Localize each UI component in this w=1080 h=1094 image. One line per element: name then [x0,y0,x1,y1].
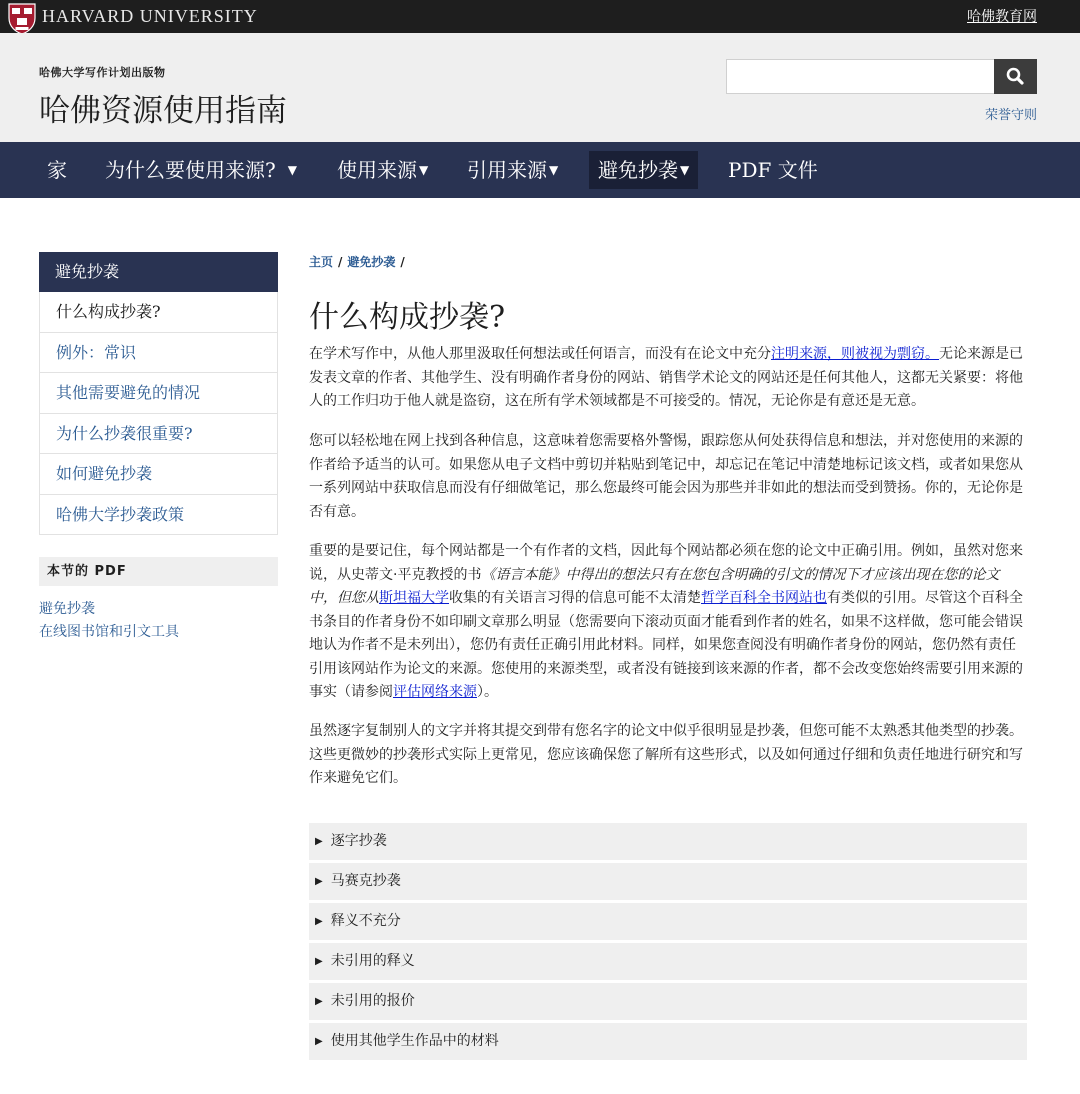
nav-item-avoid-plagiarism[interactable] [589,151,698,189]
accordion-uncited-quotation[interactable] [309,983,1027,1020]
sidebar-item-harvard-policy[interactable]: 哈佛大学抄袭政策 [39,495,278,536]
paragraph-text: 重要的是要记住，每个网站都是一个有作者的文档，因此每个网站都必须在您的论文中正确引用。例如，虽然对您来说，从史蒂文·平克教授的书 [309,543,1023,583]
nav-item-pdf-files[interactable] [719,151,827,189]
paragraph-text: 在学术写作中，从他人那里汲取任何想法或任何语言，而没有在论文中充分 [309,346,771,362]
nav-item-why-use-sources[interactable] [96,151,306,189]
expand-triangle-icon: ▶ [315,996,323,1007]
breadcrumb [309,253,410,270]
main-nav [0,142,1080,198]
honor-code-link[interactable]: 荣誉守则 [984,108,1037,123]
expand-triangle-icon: ▶ [315,916,323,927]
search-icon [994,59,1037,94]
section-sidebar [39,252,278,535]
breadcrumb-separator: / [400,255,405,269]
accordion-mosaic-plagiarism[interactable] [309,863,1027,900]
nav-item-home[interactable] [38,151,76,189]
section-pdf-links [39,598,179,644]
accordion-label: 未引用的报价 [330,993,415,1009]
sidebar-heading[interactable]: 避免抄袭 [39,252,278,292]
sidebar-item-what-constitutes-plagiarism[interactable]: 什么构成抄袭? [39,292,278,333]
nav-item-label: 使用来源 [337,158,417,182]
sidebar-item-how-to-avoid[interactable]: 如何避免抄袭 [39,454,278,495]
accordion-verbatim-plagiarism[interactable] [309,823,1027,860]
harvard-shield-icon[interactable] [8,2,36,35]
nav-item-label: 避免抄袭 [598,158,678,182]
accordion-label: 使用其他学生作品中的材料 [330,1033,499,1049]
expand-triangle-icon: ▶ [315,956,323,967]
search-input[interactable] [726,59,996,94]
accordion-uncited-paraphrase[interactable] [309,943,1027,980]
page-title: 什么构成抄袭? [309,300,506,335]
sidebar-item-other-situations[interactable]: 其他需要避免的情况 [39,373,278,414]
section-pdf-heading: 本节的 PDF [39,557,278,586]
nav-item-label: 家 [47,158,67,182]
site-title[interactable]: 哈佛资源使用指南 [39,93,287,129]
cite-sources-link[interactable]: 注明来源，则被视为剽窃。 [771,346,939,362]
accordion-label: 未引用的释义 [330,953,415,969]
pdf-link-library-citation-tools[interactable]: 在线图书馆和引文工具 [39,624,179,640]
nav-item-label: 为什么要使用来源? [105,158,276,182]
search-box [726,59,1037,94]
expand-triangle-icon: ▶ [315,876,323,887]
paragraph-text: ）。 [477,684,498,700]
sidebar-item-why-it-matters[interactable]: 为什么抄袭很重要? [39,414,278,455]
paragraph-2: 您可以轻松地在网上找到各种信息，这意味着您需要格外警惕，跟踪您从何处获得信息和想法，并对您使用的来源的作者给予适当的认可。如果您从电子文档中剪切并粘贴到笔记中，却忘记在笔记中清楚地标记该文档，或者如果您从一系列网站中获取信息而没有仔细做笔记，那么您最终可能会因为那些并非如此的想法而受到赞扬。你的，无论你是否有意。 [309,433,1023,520]
nav-item-citing-sources[interactable] [458,151,567,189]
search-button[interactable] [994,59,1037,94]
plagiarism-types-accordion [309,823,1027,1063]
publication-kicker: 哈佛大学写作计划出版物 [39,66,166,79]
accordion-label: 逐字抄袭 [330,833,387,849]
accordion-label: 马赛克抄袭 [330,873,401,889]
accordion-label: 释义不充分 [330,913,401,929]
nav-item-using-sources[interactable] [328,151,437,189]
harvard-education-link[interactable]: 哈佛教育网 [967,9,1037,25]
nav-item-label: PDF 文件 [728,158,818,182]
accordion-other-students-work[interactable] [309,1023,1027,1060]
paragraph-1 [309,343,1027,414]
paragraph-text: 有类似的引用。尽管这个百科全书条目的作者身份不如印刷文章那么明显（您需要向下滚动页面才能看到作者的姓名，如果不这样做，您可能会错误地认为作者不是未列出），您仍有责任正确引用此材料。同样，如果您查阅没有明确作者身份的网站，您仍然有责任引用该网站作为论文的来源。您使用的来源类型，或者没有链接到该来源的作者，都不会改变您始终需要引用来源的事实（请参阅 [309,590,1023,700]
philosophy-encyclopedia-link[interactable]: 哲学百科全书网站也 [701,590,827,606]
pdf-link-avoid-plagiarism[interactable]: 避免抄袭 [39,601,95,617]
caret-down-icon: ▼ [287,163,297,177]
caret-down-icon: ▼ [549,163,559,177]
caret-down-icon: ▼ [680,163,690,177]
caret-down-icon: ▼ [419,163,429,177]
evaluate-web-sources-link[interactable]: 评估网络来源 [393,684,477,700]
paragraph-3 [309,540,1027,705]
paragraph-4: 虽然逐字复制别人的文字并将其提交到带有您名字的论文中似乎很明显是抄袭，但您可能不太熟悉其他类型的抄袭。这些更微妙的抄袭形式实际上更常见，您应该确保您了解所有这些形式，以及如何通过仔细和负责任地进行研究和写作来避免它们。 [309,723,1023,786]
accordion-inadequate-paraphrase[interactable] [309,903,1027,940]
top-bar [0,0,1080,33]
expand-triangle-icon: ▶ [315,836,323,847]
expand-triangle-icon: ▶ [315,1036,323,1047]
breadcrumb-separator: / [338,255,343,269]
site-header [0,33,1080,142]
breadcrumb-home-link[interactable]: 主页 [309,255,334,269]
paragraph-text: 无论来源是已发表文章的作者、其他学生、没有明确作者身份的网站、销售学术论文的网站还是任何其他人，这都无关紧要：将他人的工作归功于他人就是盗窃，这在所有学术领域都是不可接受的。情况，无论你是有意还是无意。 [309,346,1023,409]
stanford-link[interactable]: 斯坦福大学 [379,590,449,606]
nav-item-label: 引用来源 [467,158,547,182]
paragraph-text: 收集的有关语言习得的信息可能不太清楚 [449,590,701,606]
breadcrumb-section-link[interactable]: 避免抄袭 [347,255,396,269]
university-brand[interactable]: HARVARD UNIVERSITY [42,6,258,26]
sidebar-item-exception-common-knowledge[interactable]: 例外：常识 [39,333,278,374]
book-title-emphasis: 《语言本能》中得出的想法只有在您包含明确的引文的情况下才应该出现在您的论文中，但您从 [309,566,1000,606]
